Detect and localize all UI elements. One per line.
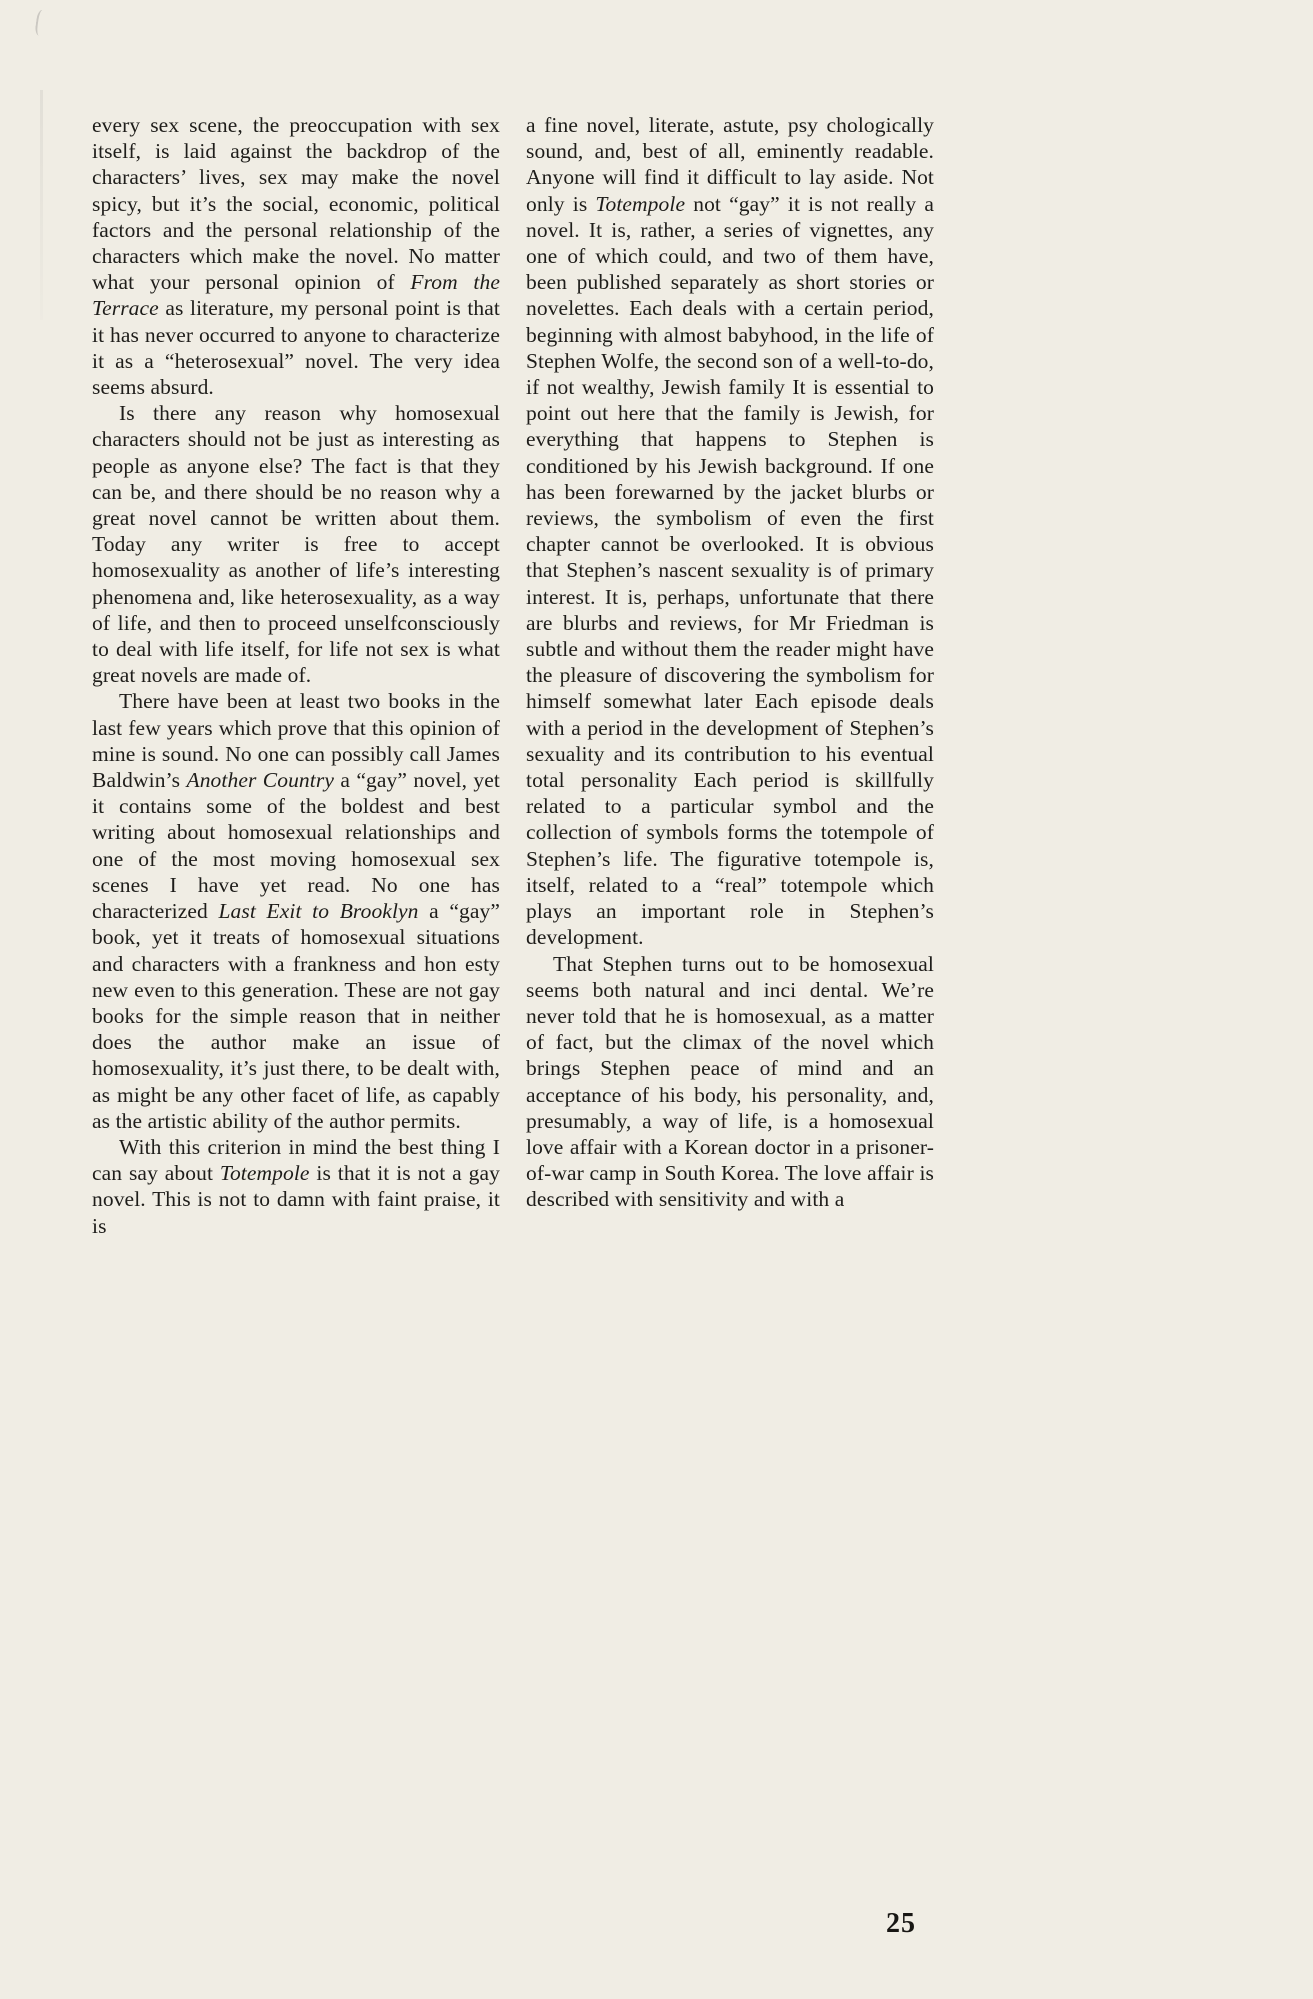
text-segment: a “gay” novel, yet it contains some of the boldest and best writing about homosexual relationships and one of the most moving homosexual sex scenes I have yet read. No one has characterized — [92, 768, 500, 924]
two-column-text-block — [92, 112, 934, 1239]
text-segment: That Stephen turns out to be homosexual seems both natural and inci dental. We’re never told that he is homosexual, as a matter of fact, but the climax of the novel which brings Stephen peace of mind and an acceptance of his body, his personality, and, presumably, a way of life, is a homosexual love affair with a Korean doctor in a prisoner-of-war camp in South Korea. The love affair is described with sensitivity and with a — [526, 951, 934, 1212]
book-title-text: Totempole — [595, 191, 686, 216]
text-column-right — [526, 112, 934, 1239]
page-number: 25 — [886, 1908, 916, 1939]
paragraph — [92, 112, 500, 400]
paragraph — [92, 400, 500, 688]
paragraph — [92, 1134, 500, 1239]
text-segment: as literature, my personal point is that it has never occurred to anyone to characterize it as a “heterosexual” novel. The very idea seems absurd. — [92, 296, 500, 400]
text-segment: is that it is not a gay novel. This is not to damn with faint praise, it is — [92, 1161, 500, 1238]
book-title-text: Totempole — [219, 1161, 310, 1186]
text-segment: With this criterion in mind the best thing I can say about — [92, 1134, 500, 1186]
book-title-text: From the Terrace — [92, 270, 501, 321]
paragraph — [526, 112, 934, 951]
book-title-text: Another Country — [186, 768, 334, 793]
text-segment: Is there any reason why homosexual characters should not be just as interesting as people as anyone else? The fact is that they can be, and there should be no reason why a great novel cannot be written about them. Today any writer is free to accept homosexuality as another of life’s interesting phenomena and, like heterosexuality, as a way of life, and then to proceed unselfconsciously to deal with life itself, for life not sex is what great novels are made of. — [92, 401, 500, 688]
text-segment: a “gay” book, yet it treats of homosexual situations and characters with a frankness and hon esty new even to this generation. These are not gay books for the simple reason that in neither does the author make an issue of homosexuality, it’s just there, to be dealt with, as might be any other facet of life, as capably as the artistic ability of the author permits. — [92, 899, 500, 1133]
text-segment: a fine novel, literate, astute, psy chologically sound, and, best of all, eminently readable. Anyone will find it difficult to lay aside. Not only is — [526, 113, 934, 216]
book-title-text: Last Exit to Brooklyn — [218, 899, 419, 924]
scan-edge-shadow — [40, 90, 43, 320]
text-segment: every sex scene, the preoccupation with sex itself, is laid against the backdrop of the characters’ lives, sex may make the novel spicy, but it’s the social, economic, political factors and the personal relationship of the characters which make the novel. No matter what your personal opinion of — [92, 113, 500, 295]
paragraph — [526, 951, 934, 1213]
text-segment: not “gay” it is not really a novel. It is, rather, a series of vignettes, any one of which could, and two of them have, been published separately as short stories or novelettes. Each deals with a certain period, beginning with almost babyhood, in the life of Stephen Wolfe, the second son of a well-to-do, if not wealthy, Jewish family It is essential to point out here that the family is Jewish, for everything that happens to Stephen is conditioned by his Jewish background. If one has been forewarned by the jacket blurbs or reviews, the symbolism of even the first chapter cannot be overlooked. It is obvious that Stephen’s nascent sexuality is of primary interest. It is, perhaps, unfortunate that there are blurbs and reviews, for Mr Friedman is subtle and without them the reader might have the pleasure of discovering the symbolism for himself somewhat later Each episode deals with a period in the development of Stephen’s sexuality and its contribution to his eventual total personality Each period is skillfully related to a particular symbol and the collection of symbols forms the totempole of Stephen’s life. The figurative totempole is, itself, related to a “real” totempole which plays an important role in Stephen’s development. — [526, 191, 934, 950]
paragraph — [92, 688, 500, 1133]
text-segment: There have been at least two books in the last few years which prove that this opinion of mine is sound. No one can possibly call James Baldwin’s — [92, 689, 500, 793]
scan-artifact-mark — [34, 9, 50, 36]
text-column-left — [92, 112, 500, 1239]
